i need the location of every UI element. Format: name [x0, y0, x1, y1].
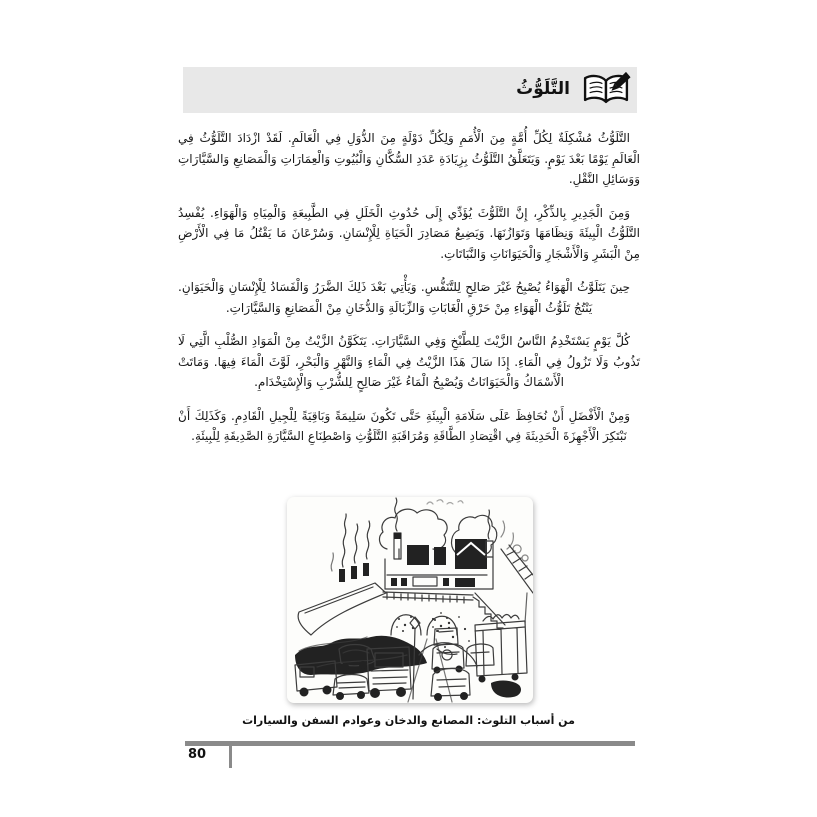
factory-sketch — [385, 533, 493, 589]
arch-garbage-dots — [396, 616, 450, 632]
paragraph-5: وَمِنْ الْأَفْضَلِ أَنْ نُحَافِظَ عَلَى سَلَامَةِ الْبِيئَةِ حَتَّى تَكُونَ سَلِيمَةً وَبَاقِيَةً لِلْجِيلِ الْقَادِمِ. وَكَذَلِكَ أَنْ نَبْتَكِرَ الْأَجْهِزَةَ الْحَدِيثَةَ فِي اقْتِصَادِ الطَّاقَةِ وَمُرَاقَبَةِ التَّلَوُّثِ وَاصْطِنَاعِ السَّيَّارَةِ الصَّدِيقَةِ لِلْبِيئَةِ. — [178, 408, 630, 443]
footer-rule — [185, 741, 635, 746]
figure-caption: من أسباب التلوث: المصانع والدخان وعوادم السفن والسيارات — [242, 714, 575, 727]
paragraph-1: التَّلَوُّثُ مُشْكِلَةٌ لِكُلِّ أُمَّةٍ مِنَ الْأُمَمِ وَلِكُلِّ دَوْلَةٍ مِنَ الدُّوَلِ فِي الْعَالَمِ. لَقَدْ ازْدَادَ التَّلَوُّثُ فِي الْعَالَمِ يَوْمًا بَعْدَ يَوْمٍ. وَيَتَعَلَّقُ التَّلَوُّثُ بِزِيَادَةِ عَدَدِ السُّكَّانِ وَالْبُيُوتِ وَالْعِمَارَاتِ وَالْمَصَانِعِ وَالسَّيَّارَاتِ وَوَسَائِلِ النَّقْلِ. — [178, 131, 640, 186]
paragraph-2: وَمِنَ الْجَدِيرِ بِالذِّكْرِ، إِنَّ التَّلَوُّثَ يُؤَدِّي إِلَى حُدُوثِ الْخَلَلِ فِي الطَّبِيعَةِ وَالْمِيَاهِ وَالْهَوَاءِ. يُفْسِدُ التَّلَوُّثُ الْبِيئَةَ وَنِظَامَهَا وَتَوَازُنَهَا. وَيَضِيعُ مَصَادِرَ الْحَيَاةِ لِلْإِنْسَانِ. وَسُرْعَانَ مَا يَقْتُلُ مَا فِي الْأَرْضِ مِنْ الْبَشَرِ وَالْأَشْجَارِ وَالْحَيَوَانَاتِ وَالنَّبَاتَاتِ. — [178, 205, 640, 261]
paragraph-4: كُلَّ يَوْمٍ يَسْتَخْدِمُ النَّاسُ الزَّيْتَ لِلطَّبْخِ وَفِي السَّيَّارَاتِ. يَتَكَوَّنُ الزَّيْتُ مِنْ الْمَوَادِ الصُّلْبِ الَّتِي لَا تَذُوبُ وَلَا تَزُولُ فِي الْمَاءِ. إِذَا سَالَ هَذَا الزَّيْتُ فِي الْمَاءِ وَالنَّهْرِ وَالْبَحْرِ، لَوَّثَ الْمَاءَ فِيهَا. وَمَاتَتْ الْأَسْمَاكُ وَالْحَيَوَانَاتُ وَيُصْبِحُ الْمَاءُ غَيْرَ صَالِحٍ لِلشُّرْبِ وَالْإِسْتِخْدَامِ. — [178, 334, 640, 389]
chapter-header-bar — [183, 67, 637, 113]
page-title: التَّلَوُّثُ — [516, 79, 570, 99]
ship-sketch — [298, 563, 386, 635]
top-scribbles-sketch — [427, 500, 463, 504]
lesson-text — [178, 128, 640, 460]
book-pencil-icon — [580, 70, 632, 110]
paragraph-3: حِينَ يَتَلَوَّثُ الْهَوَاءُ يُصْبِحُ غَيْرَ صَالِحٍ لِلتَّنَفُّسِ. وَيَأْتِي بَعْدَ ذَلِكَ الضَّرَرُ وَالْفَسَادُ لِلْإِنْسَانِ وَالْحَيَوَانِ. يَنْتُجُ تَلَوُّثُ الْهَوَاءِ مِنْ حَرْقِ الْغَابَاتِ وَالزِّبَالَةِ وَالدُّخَانِ مِنْ الْمَصَانِعِ وَالسَّيَّارَاتِ. — [178, 280, 630, 315]
page-number: 80 — [188, 747, 207, 762]
footer-tick — [229, 741, 232, 768]
pollution-illustration — [287, 497, 533, 703]
